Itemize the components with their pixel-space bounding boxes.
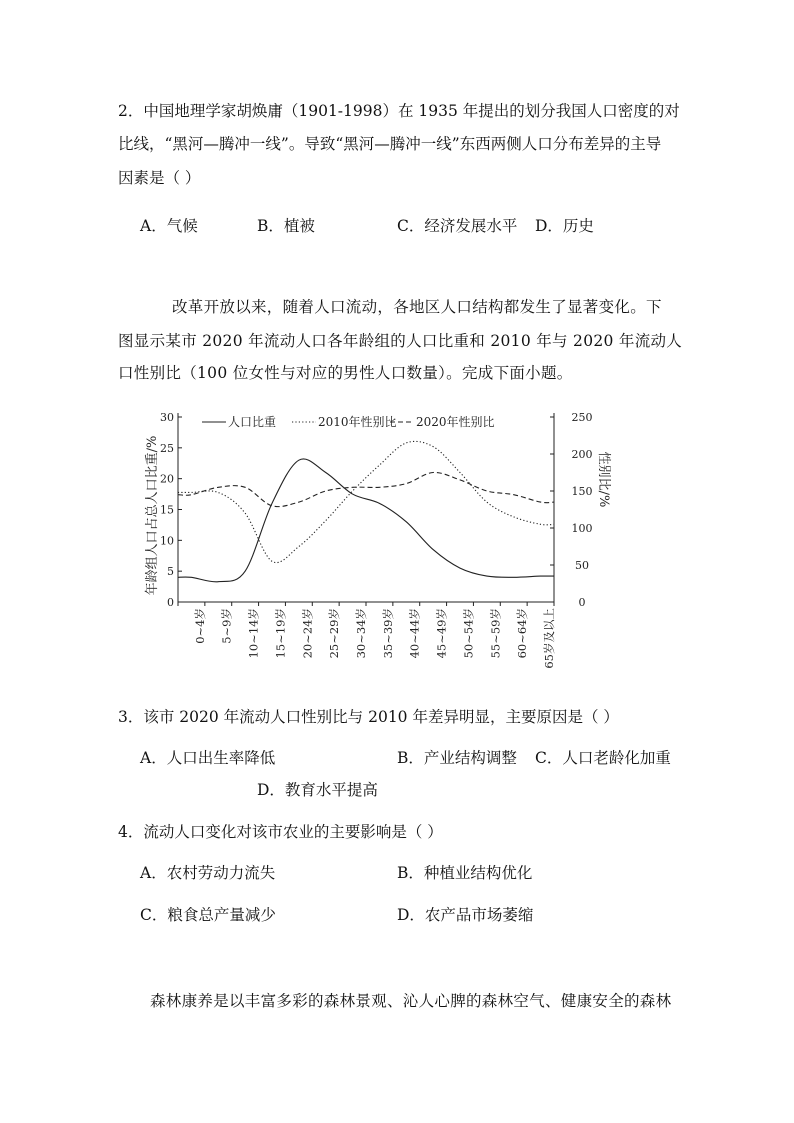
passage2-line1: 森林康养是以丰富多彩的森林景观、沁人心脾的森林空气、健康安全的森林 (150, 992, 672, 1010)
x-tick-label: 15~19岁 (273, 608, 288, 659)
x-tick-label: 30~34岁 (354, 608, 368, 659)
left-tick-label: 0 (167, 596, 174, 609)
q4-option-c[interactable]: C．粮食总产量减少 (140, 906, 276, 924)
left-tick-label: 15 (160, 503, 174, 517)
right-tick-label: 200 (571, 448, 593, 461)
y2-axis-title: 性别比/% (596, 451, 611, 508)
q4-option-b[interactable]: B．种植业结构优化 (397, 864, 533, 882)
x-tick-label: 65岁及以上 (542, 608, 556, 669)
q3-option-c[interactable]: C．人口老龄化加重 (535, 749, 671, 767)
q2-option-d[interactable]: D．历史 (535, 217, 594, 235)
legend-label-2: 2010年性别比 (318, 415, 397, 429)
x-tick-label: 0~4岁 (192, 608, 207, 644)
q3-option-b[interactable]: B．产业结构调整 (397, 749, 517, 767)
x-tick-label: 10~14岁 (246, 608, 261, 659)
q4-option-d[interactable]: D．农产品市场萎缩 (397, 906, 534, 924)
left-tick-label: 5 (167, 565, 174, 579)
x-tick-label: 35~39岁 (380, 608, 395, 659)
chart-axes (160, 411, 593, 669)
left-tick-label: 30 (160, 411, 174, 424)
passage1-line3: 口性别比（100 位女性与对应的男性人口数量）。完成下面小题。 (118, 364, 573, 382)
x-tick-label: 45~49岁 (434, 608, 449, 659)
x-tick-label: 20~24岁 (300, 608, 315, 659)
x-tick-label: 40~44岁 (407, 608, 422, 659)
q3-stem: 3．该市 2020 年流动人口性别比与 2010 年差异明显，主要原因是（ ） (118, 708, 619, 726)
right-tick-label: 50 (575, 559, 589, 572)
chart-lines (178, 441, 554, 581)
q2-stem-line1: 2．中国地理学家胡焕庸（1901-1998）在 1935 年提出的划分我国人口密度的对 (118, 102, 680, 120)
q2-stem-line3: 因素是（ ） (118, 169, 201, 187)
right-tick-label: 0 (578, 596, 586, 609)
q2-option-c[interactable]: C．经济发展水平 (397, 217, 518, 235)
legend-label-3: 2020年性别比 (416, 415, 495, 429)
chart-legend (202, 414, 495, 429)
x-tick-label: 50~54岁 (461, 608, 476, 659)
x-tick-label: 25~29岁 (327, 608, 342, 659)
y-axis-title: 年龄组人口占总人口比重/% (145, 435, 160, 596)
left-tick-label: 10 (160, 534, 174, 548)
q2-option-b[interactable]: B．植被 (257, 217, 315, 235)
right-tick-label: 250 (571, 411, 593, 424)
legend-label-1: 人口比重 (228, 415, 277, 429)
q4-stem: 4．流动人口变化对该市农业的主要影响是（ ） (118, 823, 443, 841)
x-tick-label: 60~64岁 (515, 608, 530, 659)
q2-option-a[interactable]: A．气候 (140, 217, 198, 235)
series-line-2 (178, 441, 554, 562)
x-tick-label: 5~9岁 (219, 608, 234, 644)
q3-option-d[interactable]: D．教育水平提高 (257, 781, 378, 799)
passage1-line1: 改革开放以来，随着人口流动，各地区人口结构都发生了显著变化。下 (172, 298, 662, 316)
population-chart (140, 400, 611, 685)
passage1-line2: 图显示某市 2020 年流动人口各年龄组的人口比重和 2010 年与 2020 年流动人 (118, 332, 683, 350)
q3-option-a[interactable]: A．人口出生率降低 (140, 749, 276, 767)
right-tick-label: 100 (571, 522, 593, 535)
q4-option-a[interactable]: A．农村劳动力流失 (140, 864, 276, 882)
x-tick-label: 55~59岁 (488, 608, 503, 659)
left-tick-label: 20 (160, 472, 174, 486)
chart-axis-labels (144, 436, 612, 596)
q2-stem-line2: 比线，“黑河—腾冲一线”。导致“黑河—腾冲一线”东西两侧人口分布差异的主导 (118, 135, 662, 153)
right-tick-label: 150 (571, 485, 593, 498)
left-tick-label: 25 (160, 441, 174, 455)
